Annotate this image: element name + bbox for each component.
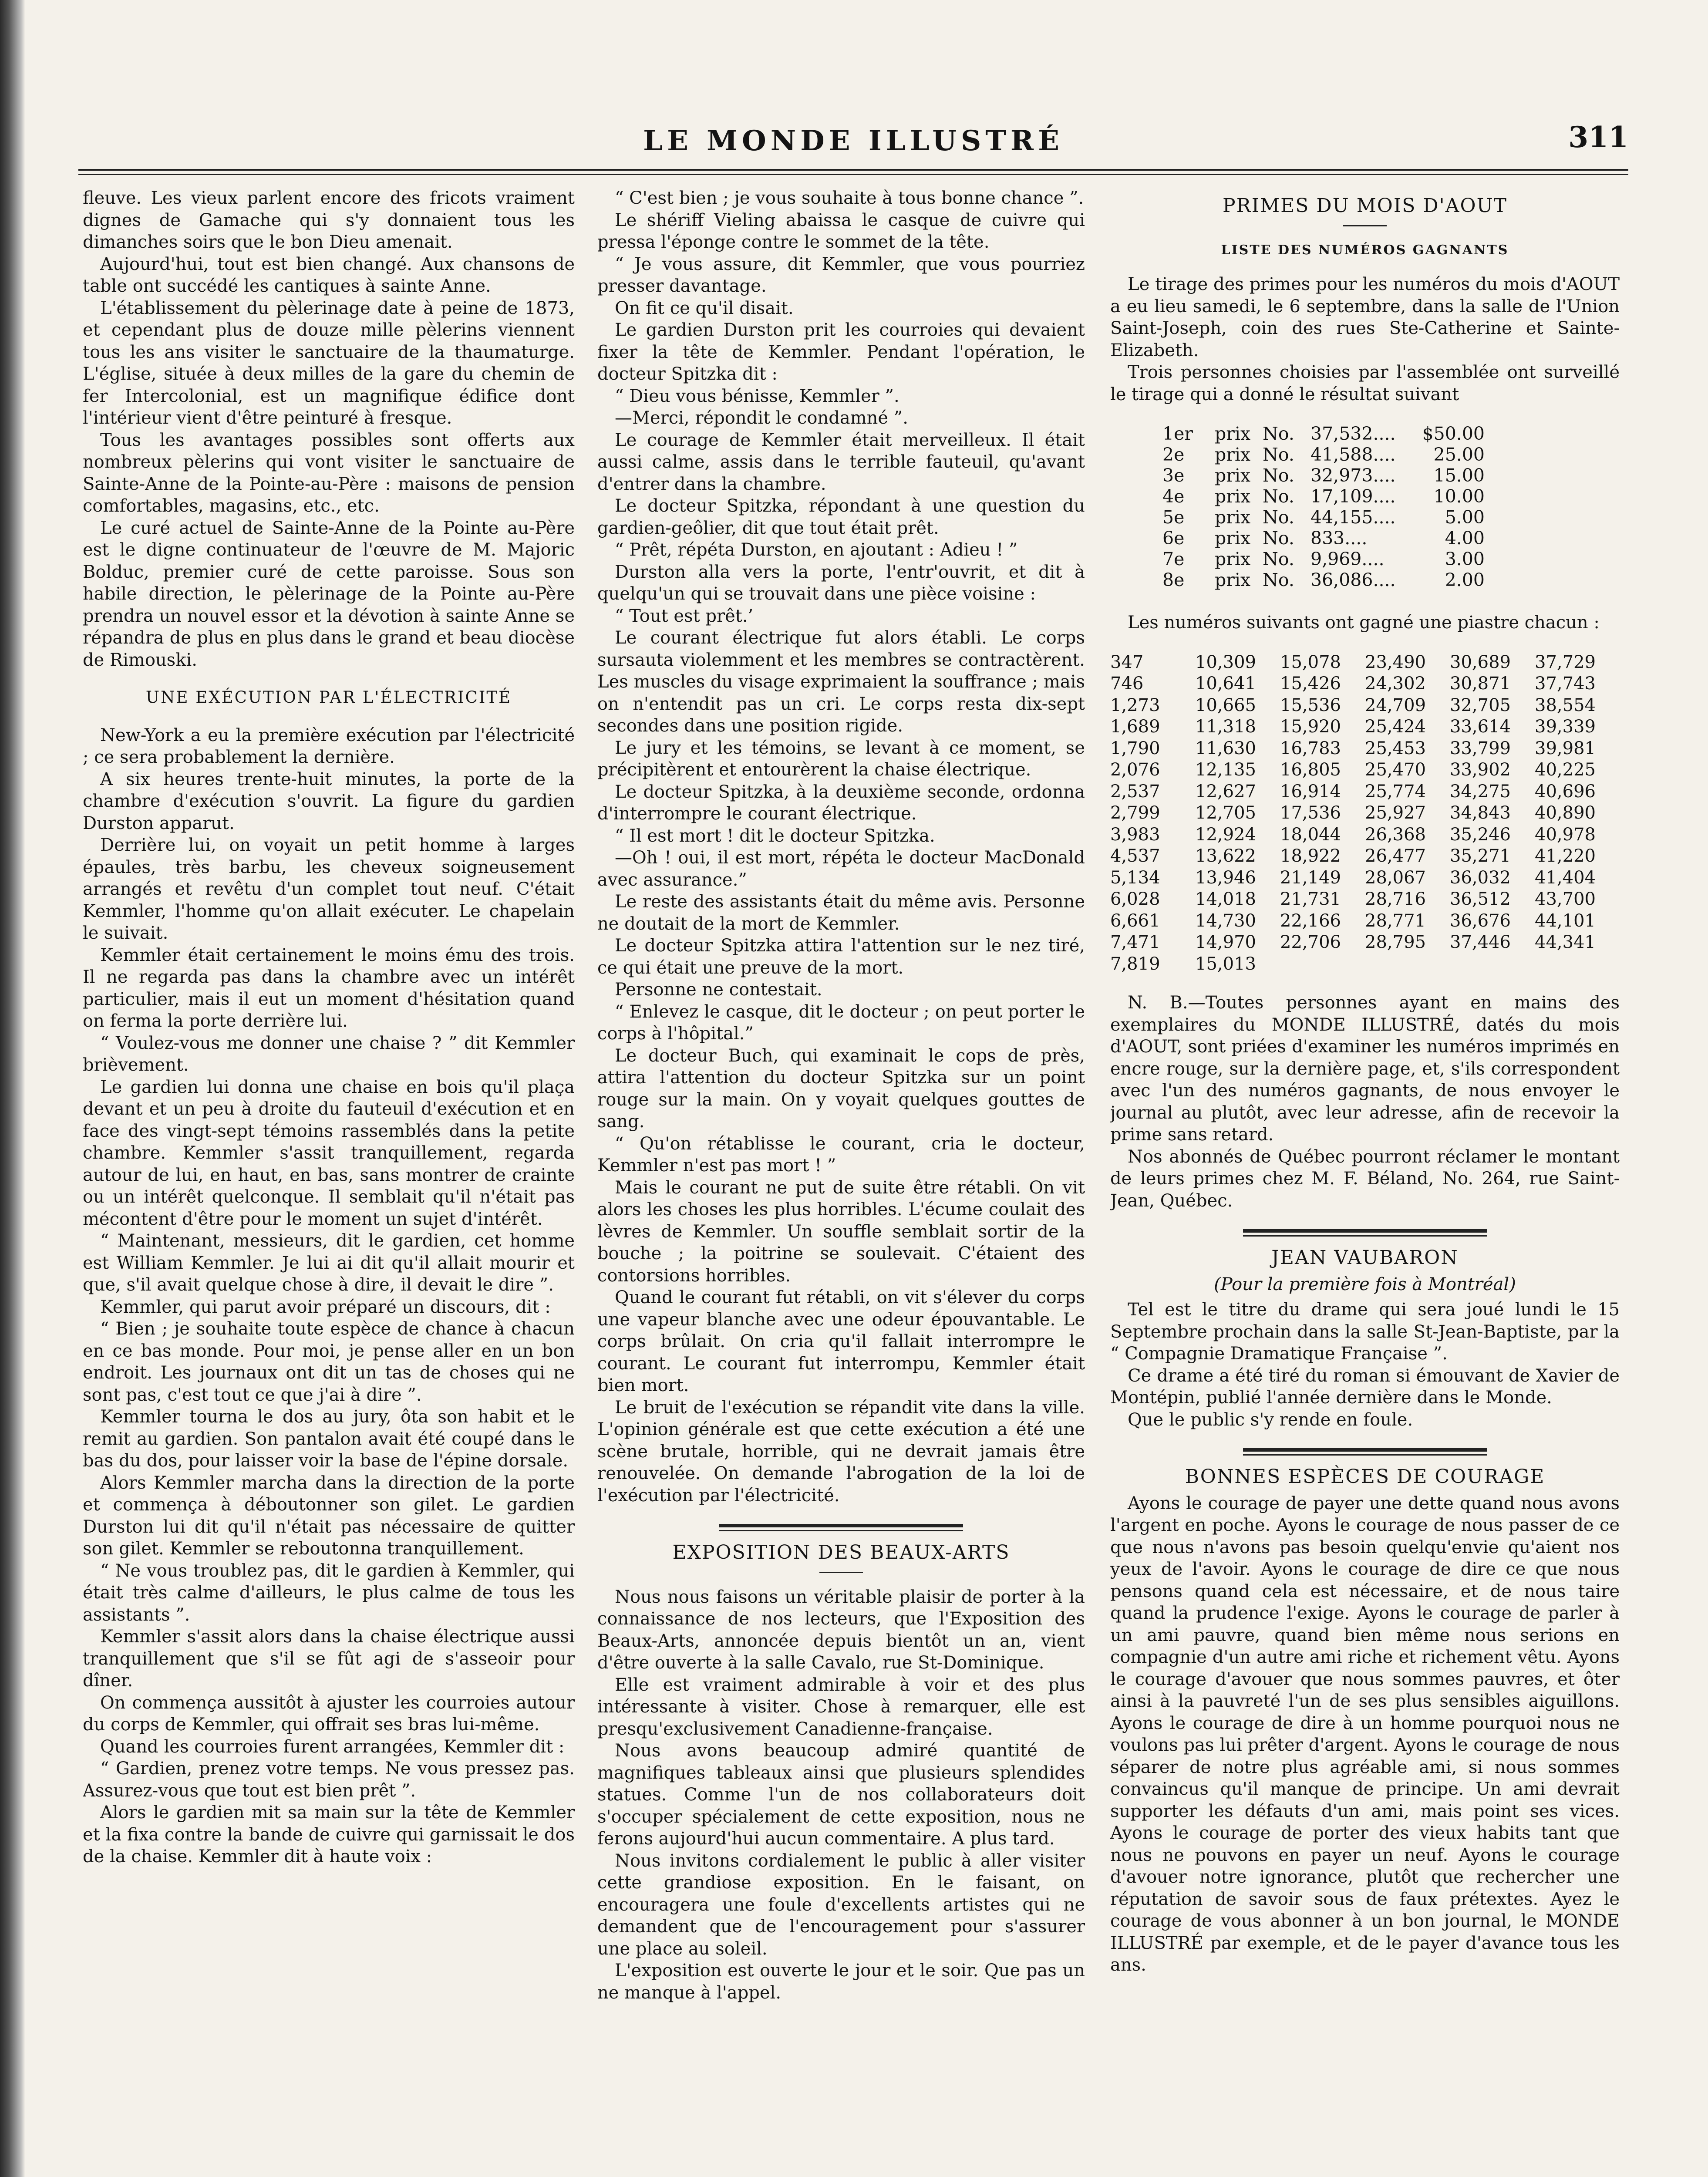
prize-number: 36,086.... (1310, 570, 1396, 590)
winning-number: 25,774 (1365, 781, 1426, 802)
winning-number: 30,689 (1450, 652, 1511, 672)
winning-number: 24,709 (1365, 695, 1426, 715)
winning-number: 34,843 (1450, 803, 1511, 823)
winning-number: 22,706 (1280, 932, 1341, 952)
paragraph: Kemmler s'assit alors dans la chaise électrique aussi tranquillement que s'il se fût agi de s'asseoir pour dîner. (83, 1627, 575, 1691)
paragraph: “ Il est mort ! dit le docteur Spitzka. (615, 826, 935, 846)
winning-number: 44,101 (1535, 910, 1596, 931)
prize-label: prix (1215, 444, 1251, 465)
winning-number: 15,536 (1280, 695, 1341, 715)
numbers-row (1110, 931, 1620, 953)
paragraph: Le courant électrique fut alors établi. Le corps sursauta violemment et les membres se contractèrent. Les muscles du visage exprimaient la souffrance ; mais on n'entendit pas un cri. Le corps resta dix-sept secondes dans une position rigide. (597, 628, 1085, 736)
winning-number: 12,924 (1195, 824, 1256, 845)
paragraph: Le docteur Spitzka attira l'attention sur le nez tiré, ce qui était une preuve de la mort. (597, 936, 1085, 978)
section-subtitle-italic: (Pour la première fois à Montréal) (1214, 1274, 1516, 1294)
paragraph: Le bruit de l'exécution se répandit vite dans la ville. L'opinion générale est que cette exécution a été une scène brutale, horrible, qui ne devrait jamais être renouvelée. On demande l'abrogation de la loi de l'exécution par l'électricité. (597, 1397, 1085, 1506)
winning-number (1365, 953, 1450, 975)
paragraph: “ Qu'on rétablisse le courant, cria le docteur, Kemmler n'est pas mort ! ” (597, 1133, 1085, 1176)
prize-amount: 4.00 (1445, 528, 1485, 549)
winning-number: 4,537 (1110, 846, 1160, 866)
winning-number: 32,705 (1450, 695, 1511, 715)
winning-number: 347 (1110, 652, 1144, 672)
winning-number: 17,536 (1280, 803, 1341, 823)
prize-row (1162, 465, 1620, 485)
numbers-row (1110, 781, 1620, 802)
winning-number: 13,946 (1195, 867, 1256, 888)
winning-number: 12,627 (1195, 781, 1256, 802)
numbers-row (1110, 845, 1620, 867)
prize-row (1162, 569, 1620, 590)
page-binding-edge (0, 0, 25, 2177)
paragraph: Ce drame a été tiré du roman si émouvant de Xavier de Montépin, publié l'année dernière dans le Monde. (1110, 1365, 1620, 1408)
paragraph: Tel est le titre du drame qui sera joué lundi le 15 Septembre prochain dans la salle St-Jean-Baptiste, par la “ Compagnie Dramatique Française ”. (1110, 1300, 1620, 1364)
paragraph: Quand les courroies furent arrangées, Kemmler dit : (100, 1736, 565, 1757)
prize-no: No. (1263, 507, 1294, 528)
winning-number: 36,032 (1450, 867, 1511, 888)
paragraph: Elle est vraiment admirable à voir et des plus intéressante à visiter. Chose à remarquer, elle est presqu'exclusivement Canadienne-française. (597, 1675, 1085, 1739)
prize-amount: 25.00 (1433, 444, 1485, 465)
paragraph: Aujourd'hui, tout est bien changé. Aux chansons de table ont succédé les cantiques à sainte Anne. (83, 254, 575, 296)
paragraph: Le jury et les témoins, se levant à ce moment, se précipitèrent et entourèrent la chaise électrique. (597, 738, 1085, 780)
winning-number: 22,166 (1280, 910, 1341, 931)
numbers-row (1110, 651, 1620, 673)
winning-number: 2,799 (1110, 803, 1160, 823)
winning-number: 2,076 (1110, 760, 1160, 780)
prize-rank: 5e (1162, 507, 1185, 528)
winning-number: 26,368 (1365, 824, 1426, 845)
prize-row (1162, 548, 1620, 569)
winning-number: 16,783 (1280, 738, 1341, 758)
section-subtitle: LISTE DES NUMÉROS GAGNANTS (1221, 242, 1509, 258)
prize-rank: 4e (1162, 486, 1185, 507)
paragraph: Nous nous faisons un véritable plaisir de porter à la connaissance de nos lecteurs, que l'Exposition des Beaux-Arts, annoncée depuis bientôt un an, vient d'être ouverte à la salle Cavalo, rue St-Dominique. (597, 1587, 1085, 1673)
prize-no: No. (1263, 444, 1294, 465)
paragraph: Mais le courant ne put de suite être rétabli. On vit alors les choses les plus horribles. L'écume coulait des lèvres de Kemmler. Un souffle semblait sortir de la bouche ; la poitrine se soulevait. C'étaient des contorsions horribles. (597, 1177, 1085, 1286)
winning-number: 25,424 (1365, 717, 1426, 737)
winning-number: 7,819 (1110, 954, 1160, 974)
prize-amount: 3.00 (1445, 549, 1485, 570)
winning-number: 10,309 (1195, 652, 1256, 672)
prize-label: prix (1215, 528, 1251, 549)
prize-label: prix (1215, 549, 1251, 570)
winning-number: 15,078 (1280, 652, 1341, 672)
prize-row (1162, 444, 1620, 465)
paragraph: —Merci, répondit le condamné ”. (615, 408, 908, 428)
winning-number: 26,477 (1365, 846, 1426, 866)
winning-number: 41,404 (1535, 867, 1596, 888)
numbers-row (1110, 716, 1620, 738)
winning-number: 37,743 (1535, 674, 1596, 694)
winning-number (1280, 953, 1365, 975)
numbers-row (1110, 673, 1620, 694)
section-heading-vaubaron: JEAN VAUBARON (1271, 1247, 1459, 1269)
prize-number: 44,155.... (1310, 507, 1396, 528)
paragraph: Le docteur Spitzka, répondant à une question du gardien-geôlier, dit que tout était prêt. (597, 496, 1085, 538)
paragraph: “ Tout est prêt.’ (615, 606, 754, 626)
prize-amount: 5.00 (1445, 507, 1485, 528)
paragraph: New-York a eu la première exécution par l'électricité ; ce sera probablement la dernière. (83, 725, 575, 767)
winning-number: 14,730 (1195, 910, 1256, 931)
prize-number: 9,969.... (1310, 549, 1385, 570)
winning-number: 24,302 (1365, 674, 1426, 694)
masthead-title: LE MONDE ILLUSTRÉ (643, 125, 1064, 157)
paragraph: “ Prêt, répéta Durston, en ajoutant : Adieu ! ” (615, 540, 1018, 560)
winning-number: 28,795 (1365, 932, 1426, 952)
winning-numbers-table (1110, 651, 1620, 975)
numbers-row (1110, 888, 1620, 910)
winning-number: 16,805 (1280, 760, 1341, 780)
numbers-row (1110, 694, 1620, 716)
paragraph: Kemmler tourna le dos au jury, ôta son habit et le remit au gardien. Son pantalon avait été coupé dans le bas du dos, pour laisser voir la base de l'épine dorsale. (83, 1407, 575, 1471)
short-rule (819, 1572, 863, 1573)
winning-number: 40,225 (1535, 760, 1596, 780)
paragraph: N. B.—Toutes personnes ayant en mains des exemplaires du MONDE ILLUSTRÉ, datés du mois d'AOUT, sont priées d'examiner les numéros imprimés en encre rouge, sur la dernière page, et, s'ils correspondent avec l'un des numéros gagnants, de nous envoyer le journal au plutôt, avec leur adresse, afin de recevoir la prime sans retard. (1110, 993, 1620, 1145)
winning-number: 18,922 (1280, 846, 1341, 866)
winning-number: 15,426 (1280, 674, 1341, 694)
winning-number: 33,799 (1450, 738, 1511, 758)
paragraph: Trois personnes choisies par l'assemblée ont surveillé le tirage qui a donné le résultat suivant (1110, 362, 1620, 404)
winning-number: 25,470 (1365, 760, 1426, 780)
column-2 (597, 187, 1085, 2177)
prize-number: 833.... (1310, 528, 1368, 549)
prize-no: No. (1263, 423, 1294, 444)
paragraph: Kemmler était certainement le moins ému des trois. Il ne regarda pas dans la chambre avec un intérêt particulier, mais il eut un moment d'hésitation quand on ferma la porte derrière lui. (83, 945, 575, 1031)
winning-number: 10,665 (1195, 695, 1256, 715)
paragraph: Kemmler, qui parut avoir préparé un discours, dit : (100, 1297, 551, 1317)
winning-number: 6,661 (1110, 910, 1160, 931)
prize-label: prix (1215, 570, 1251, 590)
winning-number: 44,341 (1535, 932, 1596, 952)
numbers-row (1110, 738, 1620, 759)
prize-number: 41,588.... (1310, 444, 1396, 465)
paragraph: “ C'est bien ; je vous souhaite à tous bonne chance ”. (615, 188, 1084, 208)
paragraph: L'établissement du pèlerinage date à peine de 1873, et cependant plus de douze mille pèlerins viennent tous les ans visiter le sanctuaire de la thaumaturge. L'église, située à deux milles de la gare du chemin de fer Intercolonial, est un magnifique édifice dont l'intérieur vient d'être peinturé à fresque. (83, 298, 575, 428)
paragraph: Nous invitons cordialement le public à aller visiter cette grandiose exposition. En le faisant, on encouragera une foule d'excellents artistes qui ne demandent que de l'encouragement pour s'assurer une place au soleil. (597, 1850, 1085, 1959)
paragraph: “ Dieu vous bénisse, Kemmler ”. (615, 386, 899, 406)
winning-number: 18,044 (1280, 824, 1341, 845)
header-rule (78, 169, 1628, 171)
prize-label: prix (1215, 465, 1251, 486)
winning-number: 11,630 (1195, 738, 1256, 758)
paragraph: Nous avons beaucoup admiré quantité de magnifiques tableaux ainsi que plusieurs splendides statues. Comme l'un de nos collaborateurs doit s'occuper spécialement de cette exposition, nous ne ferons aujourd'hui aucun commentaire. A plus tard. (597, 1741, 1085, 1849)
winning-number: 40,978 (1535, 824, 1596, 845)
paragraph: Le tirage des primes pour les numéros du mois d'AOUT a eu lieu samedi, le 6 septembre, dans la salle de l'Union Saint-Joseph, coin des rues Ste-Catherine et Sainte-Elizabeth. (1110, 274, 1620, 361)
prize-number: 37,532.... (1310, 423, 1396, 444)
winning-number (1535, 953, 1620, 975)
winning-number: 28,067 (1365, 867, 1426, 888)
paragraph: Le gardien lui donna une chaise en bois qu'il plaça devant et un peu à droite du fauteuil d'exécution et en face des vingt-sept témoins rassemblés dans la petite chambre. Kemmler s'assit tranquillement, regarda autour de lui, en haut, en bas, sans montrer de crainte ou un intérêt quelconque. Il semblait qu'il n'était pas mécontent d'être pour le moment un sujet d'intérêt. (83, 1077, 575, 1229)
winning-number: 37,729 (1535, 652, 1596, 672)
paragraph: On fit ce qu'il disait. (615, 298, 794, 318)
paragraph: Tous les avantages possibles sont offerts aux nombreux pèlerins qui vont visiter le sanctuaire de Sainte-Anne de la Pointe-au-Père : maisons de pension comfortables, magasins, etc., etc. (83, 430, 575, 516)
winning-number: 14,018 (1195, 889, 1256, 909)
numbers-row (1110, 802, 1620, 824)
winning-number: 5,134 (1110, 867, 1160, 888)
column-1 (83, 187, 575, 2177)
winning-number: 37,446 (1450, 932, 1511, 952)
prize-amount: 10.00 (1433, 486, 1485, 507)
winning-number: 1,689 (1110, 717, 1160, 737)
winning-number: 36,676 (1450, 910, 1511, 931)
paragraph: Derrière lui, on voyait un petit homme à larges épaules, très barbu, les cheveux soigneusement arrangés et revêtu d'un complet tout neuf. C'était Kemmler, l'homme qu'on allait exécuter. Le chapelain le suivait. (83, 835, 575, 943)
paragraph: Le shériff Vieling abaissa le casque de cuivre qui pressa l'éponge contre le sommet de la tête. (597, 210, 1085, 252)
prize-label: prix (1215, 507, 1251, 528)
winning-number: 28,716 (1365, 889, 1426, 909)
winning-number: 11,318 (1195, 717, 1256, 737)
page-number: 311 (1568, 120, 1628, 154)
winning-number: 35,246 (1450, 824, 1511, 845)
paragraph: L'exposition est ouverte le jour et le soir. Que pas un ne manque à l'appel. (597, 1961, 1085, 2003)
paragraph: fleuve. Les vieux parlent encore des fricots vraiment dignes de Gamache qui s'y donnaient tous les dimanches soirs que le bon Dieu amenait. (83, 188, 575, 252)
winning-number: 746 (1110, 674, 1144, 694)
winning-number: 34,275 (1450, 781, 1511, 802)
paragraph: Que le public s'y rende en foule. (1128, 1409, 1413, 1430)
paragraph: Nos abonnés de Québec pourront réclamer le montant de leurs primes chez M. F. Béland, No. 264, rue Saint-Jean, Québec. (1110, 1146, 1620, 1211)
winning-number: 25,927 (1365, 803, 1426, 823)
paragraph: “ Enlevez le casque, dit le docteur ; on peut porter le corps à l'hôpital.” (597, 1001, 1085, 1044)
paragraph: “ Maintenant, messieurs, dit le gardien, cet homme est William Kemmler. Je lui ai dit qu'il allait mourir et que, s'il avait quelque chose à dire, il devait le dire ”. (83, 1231, 575, 1295)
winning-number: 12,135 (1195, 760, 1256, 780)
winning-number: 3,983 (1110, 824, 1160, 845)
prize-no: No. (1263, 528, 1294, 549)
section-heading-primes: PRIMES DU MOIS D'AOUT (1222, 195, 1508, 217)
numbers-row (1110, 867, 1620, 889)
paragraph: “ Gardien, prenez votre temps. Ne vous pressez pas. Assurez-vous que tout est bien prêt ”. (83, 1759, 575, 1801)
winning-number: 2,537 (1110, 781, 1160, 802)
column-3 (1110, 187, 1620, 2177)
winning-number: 12,705 (1195, 803, 1256, 823)
paragraph: Le gardien Durston prit les courroies qui devaient fixer la tête de Kemmler. Pendant l'opération, le docteur Spitzka dit : (597, 320, 1085, 384)
winning-number: 1,273 (1110, 695, 1160, 715)
section-heading-courage: BONNES ESPÈCES DE COURAGE (1185, 1466, 1545, 1488)
prize-no: No. (1263, 570, 1294, 590)
winning-number: 21,731 (1280, 889, 1341, 909)
paragraph: Le reste des assistants était du même avis. Personne ne doutait de la mort de Kemmler. (597, 892, 1085, 934)
prize-row (1162, 485, 1620, 506)
page-header (78, 112, 1628, 178)
winning-number: 10,641 (1195, 674, 1256, 694)
paragraph: Le docteur Buch, qui examinait le cops de près, attira l'attention du docteur Spitzka sur un point rouge sur la main. On y voyait quelques gouttes de sang. (597, 1045, 1085, 1132)
prize-label: prix (1215, 423, 1251, 444)
paragraph: A six heures trente-huit minutes, la porte de la chambre d'exécution s'ouvrit. La figure du gardien Durston apparut. (83, 769, 575, 833)
prize-no: No. (1263, 465, 1294, 486)
paragraph: Alors le gardien mit sa main sur la tête de Kemmler et la fixa contre la bande de cuivre qui garnissait le dos de la chaise. Kemmler dit à haute voix : (83, 1803, 575, 1867)
paragraph: Quand le courant fut rétabli, on vit s'élever du corps une vapeur blanche avec une odeur épouvantable. Le corps brûlait. On cria qu'il fallait interrompre le courant. Le courant fut interrompu, Kemmler était bien mort. (597, 1287, 1085, 1395)
winning-number: 25,453 (1365, 738, 1426, 758)
prize-number: 32,973.... (1310, 465, 1396, 486)
paragraph: “ Je vous assure, dit Kemmler, que vous pourriez presser davantage. (597, 254, 1085, 296)
winning-number: 40,890 (1535, 803, 1596, 823)
prize-amount: 15.00 (1433, 465, 1485, 486)
prize-rank: 2e (1162, 444, 1185, 465)
winning-number: 15,920 (1280, 717, 1341, 737)
paragraph: “ Ne vous troublez pas, dit le gardien à Kemmler, qui était très calme d'ailleurs, le plus calme de tous les assistants ”. (83, 1560, 575, 1625)
numbers-row (1110, 910, 1620, 932)
winning-number: 43,700 (1535, 889, 1596, 909)
winning-number: 23,490 (1365, 652, 1426, 672)
prize-rank: 6e (1162, 528, 1185, 549)
winning-number: 14,970 (1195, 932, 1256, 952)
winning-number: 33,614 (1450, 717, 1511, 737)
prize-label: prix (1215, 486, 1251, 507)
section-heading-exposition: EXPOSITION DES BEAUX-ARTS (672, 1541, 1010, 1564)
prize-row (1162, 506, 1620, 527)
winning-number: 39,981 (1535, 738, 1596, 758)
winning-number: 28,771 (1365, 910, 1426, 931)
winning-number: 40,696 (1535, 781, 1596, 802)
paragraph: Alors Kemmler marcha dans la direction de la porte et commença à déboutonner son gilet. Le gardien Durston lui dit qu'il n'était pas nécessaire de quitter son gilet. Kemmler se reboutonna tranquillement. (83, 1473, 575, 1559)
winning-number: 35,271 (1450, 846, 1511, 866)
paragraph: Le curé actuel de Sainte-Anne de la Pointe au-Père est le digne continuateur de l'œuvre de M. Majoric Bolduc, premier curé de cette paroisse. Sous son habile direction, le pèlerinage de la Pointe au-Père prendra un nouvel essor et la dévotion à sainte Anne se répandra de plus en plus dans le grand et beau diocèse de Rimouski. (83, 518, 575, 670)
winning-number: 6,028 (1110, 889, 1160, 909)
short-rule (1343, 225, 1387, 226)
numbers-row (1110, 759, 1620, 781)
prize-amount: $50.00 (1422, 423, 1485, 444)
winning-number: 41,220 (1535, 846, 1596, 866)
prize-rank: 7e (1162, 549, 1185, 570)
paragraph: “ Voulez-vous me donner une chaise ? ” dit Kemmler brièvement. (83, 1033, 575, 1075)
winning-number: 7,471 (1110, 932, 1160, 952)
winning-number: 1,790 (1110, 738, 1160, 758)
paragraph: Ayons le courage de payer une dette quand nous avons l'argent en poche. Ayons le courage de nous passer de ce que nous n'avons pas besoin quelqu'envie qu'aient nos yeux de l'avoir. Ayons le courage de dire ce que nous pensons quand cela est nécessaire, et de nous taire quand la prudence l'exige. Ayons le courage de parler à un ami pauvre, quand bien même nous serions en compagnie d'un autre ami riche et richement vêtu. Ayons le courage d'avouer que nous sommes pauvres, et ôter ainsi à la pauvreté l'un de ses plus sensibles aiguillons. Ayons le courage de dire à un homme pourquoi nous ne voulons pas lui prêter d'argent. Ayons le courage de nous séparer de notre plus agréable ami, si nous sommes convaincus qu'il manque de principe. Un ami devrait supporter les défauts d'un ami, mais point ses vices. Ayons le courage de porter des vieux habits tant que nous ne pouvons en payer un neuf. Ayons le courage d'avouer notre ignorance, plutôt que rechercher une réputation de savoir sous de faux prétextes. Ayez le courage de vous abonner à un bon journal, le MONDE ILLUSTRÉ par exemple, et de le payer d'avance tous les ans. (1110, 1493, 1620, 1975)
paragraph: Le docteur Spitzka, à la deuxième seconde, ordonna d'interrompre le courant électrique. (597, 782, 1085, 824)
paragraph: Le courage de Kemmler était merveilleux. Il était aussi calme, assis dans le terrible fauteuil, qu'avant d'entrer dans la chambre. (597, 430, 1085, 494)
paragraph: Personne ne contestait. (615, 980, 822, 1000)
paragraph: —Oh ! oui, il est mort, répéta le docteur MacDonald avec assurance.” (597, 848, 1085, 890)
prize-number: 17,109.... (1310, 486, 1396, 507)
winning-number: 36,512 (1450, 889, 1511, 909)
header-rule-thin (78, 174, 1628, 175)
prize-rank: 3e (1162, 465, 1185, 486)
winning-number: 21,149 (1280, 867, 1341, 888)
section-heading-execution: UNE EXÉCUTION PAR L'ÉLECTRICITÉ (145, 688, 512, 707)
prize-no: No. (1263, 486, 1294, 507)
numbers-row (1110, 953, 1620, 975)
prize-row (1162, 527, 1620, 548)
prize-row (1162, 423, 1620, 444)
paragraph: Les numéros suivants ont gagné une piastre chacun : (1128, 613, 1600, 633)
numbers-row (1110, 824, 1620, 846)
prize-amount: 2.00 (1445, 570, 1485, 590)
winning-number (1450, 953, 1535, 975)
winning-number: 13,622 (1195, 846, 1256, 866)
paragraph: On commença aussitôt à ajuster les courroies autour du corps de Kemmler, qui offrait ses bras lui-même. (83, 1692, 575, 1735)
winning-number: 33,902 (1450, 760, 1511, 780)
prize-no: No. (1263, 549, 1294, 570)
section-divider (1243, 1229, 1487, 1237)
section-divider (1243, 1448, 1487, 1456)
paragraph: Durston alla vers la porte, l'entr'ouvrit, et dit à quelqu'un qui se trouvait dans une pièce voisine : (597, 562, 1085, 604)
winning-number: 30,871 (1450, 674, 1511, 694)
paragraph: “ Bien ; je souhaite toute espèce de chance à chacun en ce bas monde. Pour moi, je pense aller en un bon endroit. Les journaux ont dit un tas de choses qui ne sont pas, c'est tout ce que j'ai à dire ”. (83, 1319, 575, 1405)
prize-table (1162, 423, 1620, 590)
section-divider (719, 1524, 963, 1531)
prize-rank: 1er (1162, 423, 1193, 444)
winning-number: 16,914 (1280, 781, 1341, 802)
winning-number: 15,013 (1195, 954, 1256, 974)
prize-rank: 8e (1162, 570, 1185, 590)
winning-number: 39,339 (1535, 717, 1596, 737)
winning-number: 38,554 (1535, 695, 1596, 715)
